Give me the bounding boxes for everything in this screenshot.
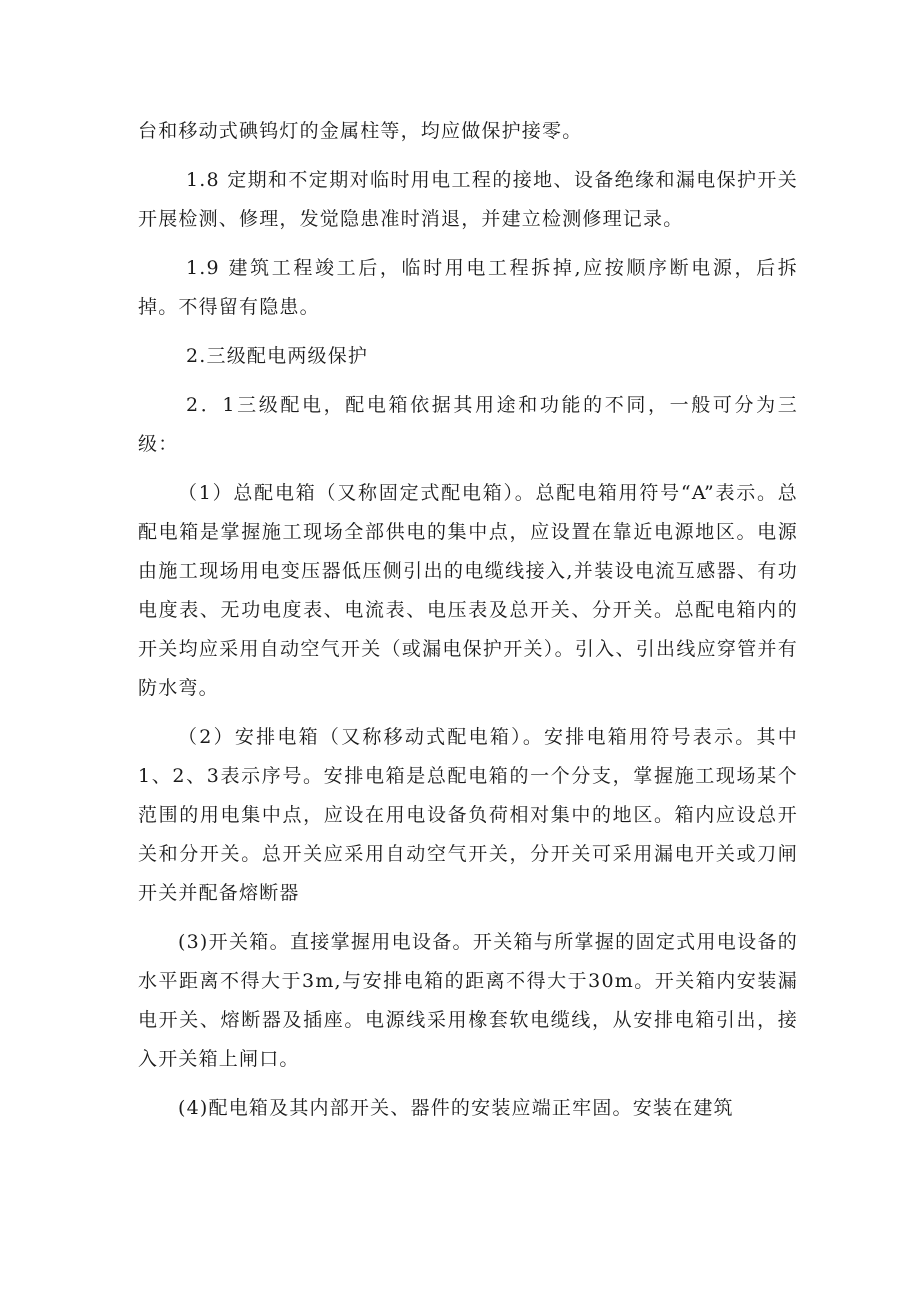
paragraph-continuation: 台和移动式碘钨灯的金属柱等，均应做保护接零。 — [138, 120, 583, 142]
paragraph-item-4: (4)配电箱及其内部开关、器件的安装应端正牢固。安装在建筑 — [178, 1097, 734, 1119]
document-body — [138, 112, 798, 1128]
paragraph-item-2: （2）安排电箱（又称移动式配电箱）。安排电箱用符号表示。其中1、2、3表示序号。安排电箱是总配电箱的一个分支，掌握施工现场某个范围的用电集中点，应设在用电设备负荷相对集中的地区。箱内应设总开关和分开关。总开关应采用自动空气开关，分开关可采用漏电开关或刀闸开关并配备熔断器 — [138, 726, 798, 904]
section-heading-2: 2.三级配电两级保护 — [186, 345, 369, 367]
paragraph-1-9: 1.9 建筑工程竣工后，临时用电工程拆掉,应按顺序断电源，后拆掉。不得留有隐患。 — [138, 257, 798, 318]
paragraph-2-1: 2．1三级配电，配电箱依据其用途和功能的不同，一般可分为三级： — [138, 394, 798, 455]
paragraph-1-8: 1.8 定期和不定期对临时用电工程的接地、设备绝缘和漏电保护开关开展检测、修理，发觉隐患准时消退，并建立检测修理记录。 — [138, 169, 798, 230]
paragraph-item-1: （1）总配电箱（又称固定式配电箱）。总配电箱用符号“A”表示。总配电箱是掌握施工现场全部供电的集中点，应设置在靠近电源地区。电源由施工现场用电变压器低压侧引出的电缆线接入,并装设电流互感器、有功电度表、无功电度表、电流表、电压表及总开关、分开关。总配电箱内的开关均应采用自动空气开关（或漏电保护开关）。引入、引出线应穿管并有防水弯。 — [138, 482, 798, 699]
paragraph-item-3: (3)开关箱。直接掌握用电设备。开关箱与所掌握的固定式用电设备的水平距离不得大于3m,与安排电箱的距离不得大于30m。开关箱内安装漏电开关、熔断器及插座。电源线采用橡套软电缆线，从安排电箱引出，接入开关箱上闸口。 — [138, 931, 798, 1070]
